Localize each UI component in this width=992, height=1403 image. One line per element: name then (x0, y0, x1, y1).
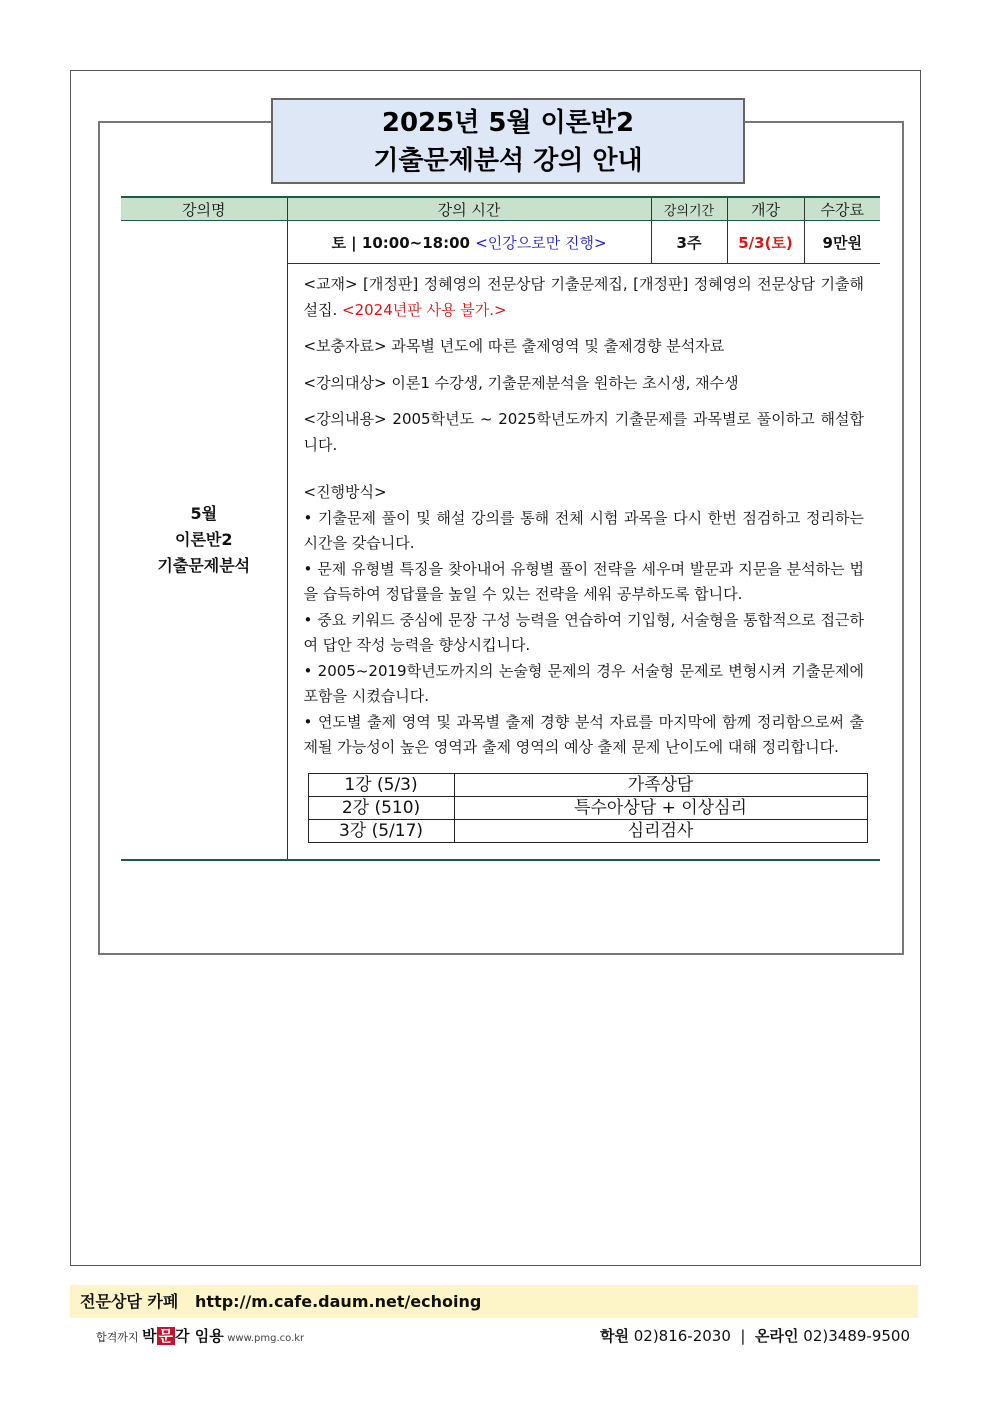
logo-char-highlight: 문 (158, 1327, 174, 1345)
course-name-line-1: 5월 (190, 503, 218, 523)
title-line-1: 2025년 5월 이론반2 (381, 108, 635, 138)
logo-word: 임용 (194, 1327, 224, 1345)
header-time: 강의 시간 (287, 197, 651, 221)
logo-url: www.pmg.co.kr (227, 1333, 305, 1344)
title-box (271, 98, 745, 184)
online-phone: 02)3489-9500 (803, 1327, 910, 1345)
header-fee: 수강료 (804, 197, 880, 221)
time-main: 토 | 10:00~18:00 (331, 233, 470, 252)
table-header-row (121, 197, 880, 221)
textbook-note: <2024년판 사용 불가.> (342, 300, 507, 319)
content-cell (287, 264, 880, 860)
header-name: 강의명 (121, 197, 287, 221)
schedule-session: 2강 (510) (308, 796, 454, 819)
schedule-row (308, 773, 867, 796)
course-name-cell (121, 221, 287, 860)
method-item: • 중요 키워드 중심에 문장 구성 능력을 연습하여 기입형, 서술형을 통합적으로 접근하여 답안 작성 능력을 향상시킵니다. (303, 610, 864, 654)
schedule-session: 1강 (5/3) (308, 773, 454, 796)
time-note: <인강으로만 진행> (475, 233, 607, 252)
cafe-banner (70, 1285, 918, 1318)
table-row (121, 221, 880, 264)
academy-phone: 02)816-2030 (633, 1327, 731, 1345)
method-item: • 기출문제 풀이 및 해설 강의를 통해 전체 시험 과목을 다시 한번 점검하고 정리하는 시간을 갖습니다. (303, 508, 864, 552)
logo-brand (142, 1327, 224, 1345)
textbook-text (304, 272, 865, 323)
publisher-logo (96, 1326, 304, 1349)
cafe-label: 전문상담 카페 (80, 1292, 179, 1311)
academy-label: 학원 (599, 1327, 629, 1345)
schedule-row (308, 796, 867, 819)
online-label: 온라인 (755, 1327, 799, 1345)
course-table (121, 196, 880, 861)
logo-char: 각 (175, 1327, 190, 1345)
method-title: <진행방식> (303, 483, 387, 501)
schedule-table (308, 773, 868, 843)
time-cell (287, 221, 651, 264)
header-start: 개강 (727, 197, 804, 221)
logo-prefix: 합격까지 (96, 1331, 139, 1344)
textbook-main: <교재> [개정판] 정혜영의 전문상담 기출문제집, [개정판] 정혜영의 전문상담 기출해설집. (303, 275, 864, 319)
course-name-line-3: 기출문제분석 (157, 555, 251, 575)
header-period: 강의기간 (651, 197, 727, 221)
method-item: • 2005~2019학년도까지의 논술형 문제의 경우 서술형 문제로 변형시켜 기출문제에 포함을 시켰습니다. (303, 661, 864, 705)
logo-char: 박 (142, 1327, 157, 1345)
contact-info: 학원 02)816-2030 | 온라인 02)3489-9500 (599, 1327, 910, 1345)
course-name-line-2: 이론반2 (174, 529, 233, 549)
schedule-topic: 심리검사 (454, 819, 867, 842)
schedule-topic: 가족상담 (454, 773, 867, 796)
description-text: <강의내용> 2005학년도 ~ 2025학년도까지 기출문제를 과목별로 풀이하고 해설합니다. (303, 410, 864, 454)
period-cell: 3주 (651, 221, 727, 264)
schedule-session: 3강 (5/17) (308, 819, 454, 842)
method-item: • 문제 유형별 특징을 찾아내어 유형별 풀이 전략을 세우며 발문과 지문을 분석하는 법을 습득하여 정답률을 높일 수 있는 전략을 세워 공부하도록 합니다. (303, 559, 864, 603)
schedule-row (308, 819, 867, 842)
fee-cell: 9만원 (804, 221, 880, 264)
cafe-link[interactable]: http://m.cafe.daum.net/echoing (195, 1292, 482, 1311)
method-item: • 연도별 출제 영역 및 과목별 출제 경향 분석 자료를 마지막에 함께 정리함으로써 출제될 가능성이 높은 영역과 출제 영역의 예상 출제 문제 난이도에 대해 정리합니다. (303, 712, 864, 756)
target-text: <강의대상> 이론1 수강생, 기출문제분석을 원하는 초시생, 재수생 (303, 373, 739, 392)
supplement-text: <보충자료> 과목별 년도에 따른 출제영역 및 출제경향 분석자료 (303, 337, 725, 355)
start-cell: 5/3(토) (727, 221, 804, 264)
title-line-2: 기출문제분석 강의 안내 (373, 146, 643, 176)
schedule-topic: 특수아상담 + 이상심리 (454, 796, 867, 819)
